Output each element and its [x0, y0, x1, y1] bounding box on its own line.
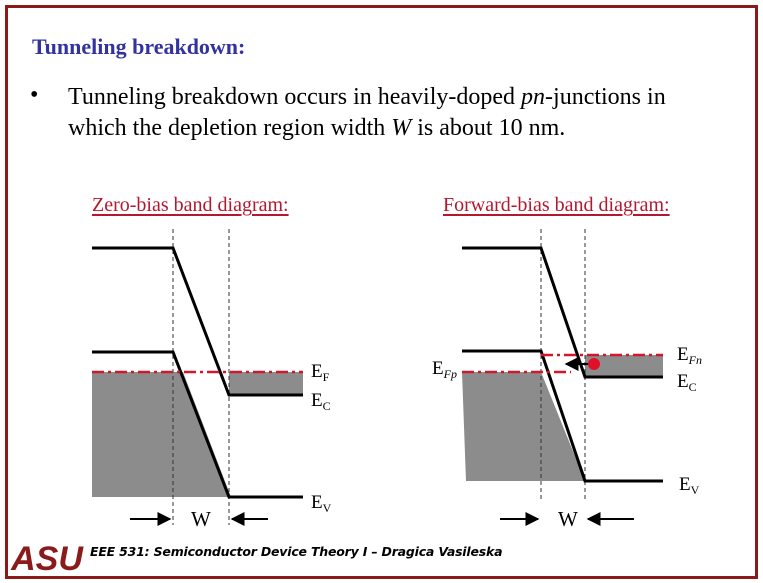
forward-bias-ec-label [677, 371, 697, 395]
forward-bias-ec-main: E [677, 371, 689, 392]
forward-bias-efn-label [677, 344, 702, 368]
forward-bias-ev-main: E [679, 474, 691, 495]
forward-bias-efp-label [432, 358, 457, 382]
bullet-text-pn: pn [521, 84, 546, 110]
asu-logo [10, 538, 84, 576]
zero-bias-ec-main: E [311, 390, 323, 411]
zero-bias-w-label: W [191, 507, 211, 531]
asu-logo-text: ASU [11, 540, 83, 576]
bullet-text-mid: -junctions in which the depletion region width [68, 84, 666, 141]
zero-bias-caption: Zero-bias band diagram: [92, 194, 289, 216]
zero-bias-conduction-fill [229, 372, 303, 395]
slide-title: Tunneling breakdown: [32, 34, 246, 59]
forward-bias-efn-main: E [677, 344, 689, 365]
forward-bias-caption: Forward-bias band diagram: [443, 194, 670, 216]
zero-bias-ev-label [311, 492, 331, 516]
bullet-marker: • [30, 82, 39, 108]
forward-bias-efp-sub: Fp [443, 367, 457, 381]
forward-bias-w-label: W [558, 507, 578, 531]
forward-bias-ev-sub: V [690, 483, 700, 497]
zero-bias-ev-sub: V [322, 501, 332, 515]
zero-bias-ef-label [311, 361, 329, 385]
zero-bias-valence-fill [92, 372, 231, 497]
forward-bias-efn-sub: Fn [688, 353, 702, 367]
zero-bias-ec-label [311, 390, 331, 414]
forward-bias-diagram [462, 229, 663, 519]
zero-bias-diagram [92, 229, 303, 525]
bullet-text-post: is about 10 nm. [411, 115, 566, 141]
forward-bias-ev-label [679, 474, 699, 498]
zero-bias-ef-sub: F [322, 370, 330, 384]
zero-bias-ef-main: E [311, 361, 323, 382]
bullet-text-w: W [391, 115, 412, 141]
zero-bias-ec-sub: C [322, 399, 331, 413]
forward-bias-ec-sub: C [688, 380, 697, 394]
footer-text: EEE 531: Semiconductor Device Theory I – Dragica Vasileska [90, 544, 503, 559]
bullet-text-pre: Tunneling breakdown occurs in heavily-doped [68, 84, 522, 110]
forward-bias-electron [588, 358, 600, 370]
zero-bias-ev-main: E [311, 492, 323, 513]
forward-bias-efp-main: E [432, 358, 444, 379]
